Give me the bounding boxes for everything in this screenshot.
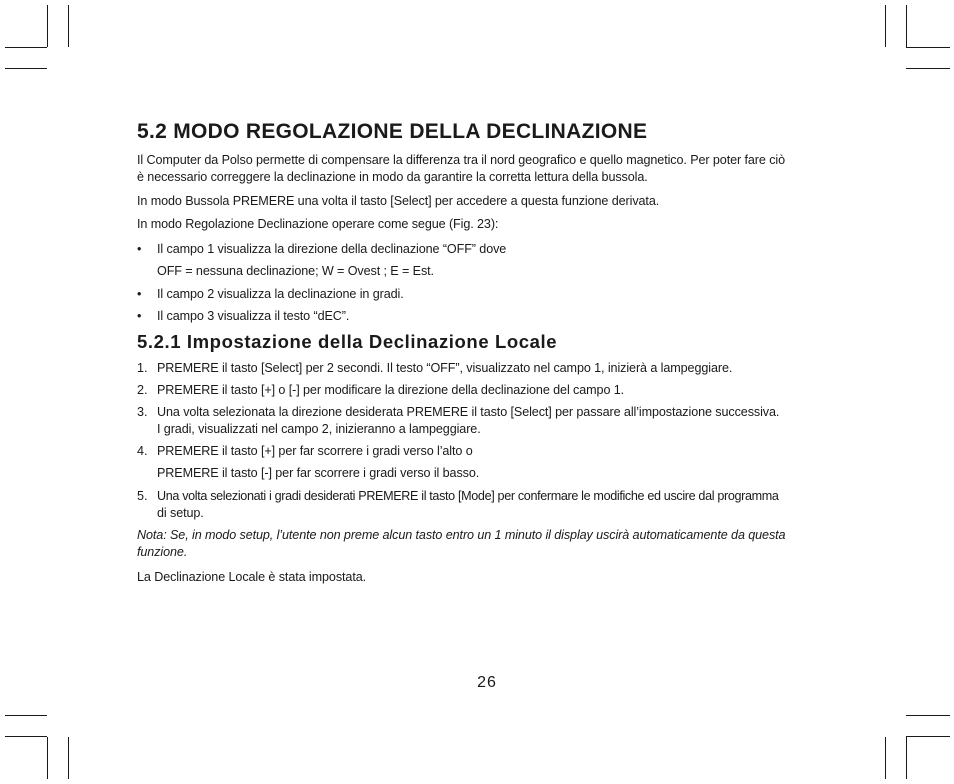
crop-mark [68,5,69,47]
intro-line: In modo Bussola PREMERE una volta il tasto [Select] per accedere a questa funzione derivata. [137,194,660,208]
step-text: Una volta selezionati i gradi desiderati PREMERE il tasto [Mode] per confermare le modifiche ed uscire dal programma [157,489,779,503]
subsection-title: 5.2.1 Impostazione della Declinazione Locale [137,331,558,352]
step-number: 3. [137,405,148,419]
bullet-item-continuation: OFF = nessuna declinazione; W = Ovest ; E = Est. [157,264,434,278]
step-number: 5. [137,489,148,503]
crop-mark [906,715,950,716]
step-number: 2. [137,383,148,397]
crop-mark [5,715,47,716]
step-text: I gradi, visualizzati nel campo 2, inizieranno a lampeggiare. [157,422,481,436]
bullet-marker: • [137,287,142,301]
crop-mark [885,5,886,47]
closing-text: La Declinazione Locale è stata impostata. [137,570,367,584]
crop-mark [885,737,886,779]
step-text: PREMERE il tasto [+] o [-] per modificare la direzione della declinazione del campo 1. [157,383,625,397]
crop-mark [5,736,47,737]
step-text: di setup. [157,506,204,520]
intro-line: In modo Regolazione Declinazione operare come segue (Fig. 23): [137,217,499,231]
intro-line: è necessario correggere la declinazione in modo da garantire la corretta lettura della bussola. [137,170,648,184]
section-title: 5.2 MODO REGOLAZIONE DELLA DECLINAZIONE [137,120,648,143]
bullet-item: Il campo 3 visualizza il testo “dEC”. [157,309,350,323]
crop-mark [906,737,907,779]
note-text: funzione. [137,545,188,559]
step-text: Una volta selezionata la direzione desiderata PREMERE il tasto [Select] per passare all’impostazione successiva. [157,405,780,419]
crop-mark [906,5,907,47]
step-text: PREMERE il tasto [Select] per 2 secondi. Il testo “OFF”, visualizzato nel campo 1, inizierà a lampeggiare. [157,361,733,375]
step-number: 4. [137,444,148,458]
page-number: 26 [477,674,497,691]
intro-line: Il Computer da Polso permette di compensare la differenza tra il nord geografico e quello magnetico. Per poter fare ciò [137,153,785,167]
bullet-item: Il campo 1 visualizza la direzione della declinazione “OFF” dove [157,242,507,256]
crop-mark [5,68,47,69]
crop-mark [5,47,47,48]
bullet-item: Il campo 2 visualizza la declinazione in gradi. [157,287,404,301]
bullet-marker: • [137,309,142,323]
note-text: Nota: Se, in modo setup, l’utente non preme alcun tasto entro un 1 minuto il display uscirà automaticamente da questa [137,528,786,542]
step-number: 1. [137,361,148,375]
step-text: PREMERE il tasto [+] per far scorrere i gradi verso l’alto o [157,444,473,458]
crop-mark [906,47,950,48]
crop-mark [906,68,950,69]
step-text: PREMERE il tasto [-] per far scorrere i gradi verso il basso. [157,466,480,480]
crop-mark [906,736,950,737]
bullet-marker: • [137,242,142,256]
crop-mark [68,737,69,779]
crop-mark [47,5,48,47]
crop-mark [47,737,48,779]
